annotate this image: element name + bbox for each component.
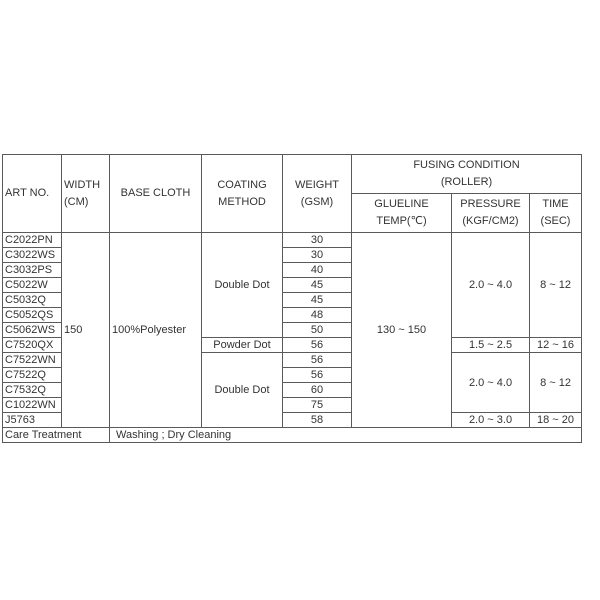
art-no-cell: C5032Q <box>3 293 62 308</box>
care-treatment-value: Washing ; Dry Cleaning <box>110 428 582 443</box>
weight-cell: 30 <box>283 248 352 263</box>
pressure-cell: 1.5 ~ 2.5 <box>452 338 530 353</box>
weight-cell: 40 <box>283 263 352 278</box>
header-width <box>62 155 110 233</box>
header-pressure-line1: PRESSURE <box>460 198 521 210</box>
header-pressure-line2: (KGF/CM2) <box>462 215 519 227</box>
weight-cell: 56 <box>283 353 352 368</box>
time-cell: 8 ~ 12 <box>530 353 582 413</box>
art-no-cell: C5062WS <box>3 323 62 338</box>
art-no-cell: C5052QS <box>3 308 62 323</box>
header-width-line1: WIDTH <box>64 178 101 191</box>
weight-cell: 75 <box>283 398 352 413</box>
art-no-cell: C1022WN <box>3 398 62 413</box>
header-art-no: ART NO. <box>3 155 62 233</box>
art-no-cell: C5022W <box>3 278 62 293</box>
art-no-cell: J5763 <box>3 413 62 428</box>
coating-method-cell: Powder Dot <box>202 338 283 353</box>
header-glueline-temp <box>352 194 452 233</box>
art-no-cell: C7520QX <box>3 338 62 353</box>
pressure-cell: 2.0 ~ 3.0 <box>452 413 530 428</box>
time-cell: 8 ~ 12 <box>530 233 582 338</box>
weight-cell: 45 <box>283 278 352 293</box>
header-time-line2: (SEC) <box>540 215 571 227</box>
coating-method-cell: Double Dot <box>202 233 283 338</box>
header-weight <box>283 155 352 233</box>
table-row <box>3 233 582 248</box>
header-width-line2: (CM) <box>64 195 89 208</box>
header-coating-method <box>202 155 283 233</box>
header-glueline-line2: TEMP(℃) <box>376 215 427 227</box>
art-no-cell: C2022PN <box>3 233 62 248</box>
pressure-cell: 2.0 ~ 4.0 <box>452 353 530 413</box>
art-no-cell: C7522Q <box>3 368 62 383</box>
spec-table <box>2 154 582 443</box>
art-no-cell: C7532Q <box>3 383 62 398</box>
art-no-cell: C3022WS <box>3 248 62 263</box>
weight-cell: 60 <box>283 383 352 398</box>
care-row <box>3 428 582 443</box>
width-cell: 150 <box>62 233 110 428</box>
header-glueline-line1: GLUELINE <box>374 198 429 210</box>
weight-cell: 30 <box>283 233 352 248</box>
header-pressure <box>452 194 530 233</box>
weight-cell: 50 <box>283 323 352 338</box>
header-weight-line1: WEIGHT <box>295 178 339 191</box>
weight-cell: 48 <box>283 308 352 323</box>
art-no-cell: C7522WN <box>3 353 62 368</box>
header-coating-line1: COATING <box>217 178 267 191</box>
header-time-line1: TIME <box>542 198 569 210</box>
weight-cell: 58 <box>283 413 352 428</box>
base-cloth-cell: 100%Polyester <box>110 233 202 428</box>
header-weight-line2: (GSM) <box>300 195 334 208</box>
header-fusing-line2: (ROLLER) <box>440 176 493 188</box>
art-no-cell: C3032PS <box>3 263 62 278</box>
weight-cell: 45 <box>283 293 352 308</box>
coating-method-cell: Double Dot <box>202 353 283 428</box>
header-base-cloth: BASE CLOTH <box>110 155 202 233</box>
header-row-1 <box>3 155 582 194</box>
header-fusing-line1: FUSING CONDITION <box>413 159 520 171</box>
glueline-temp-cell: 130 ~ 150 <box>352 233 452 428</box>
header-fusing-condition <box>352 155 582 194</box>
header-coating-line2: METHOD <box>218 195 266 208</box>
care-treatment-label: Care Treatment <box>3 428 110 443</box>
weight-cell: 56 <box>283 338 352 353</box>
time-cell: 18 ~ 20 <box>530 413 582 428</box>
time-cell: 12 ~ 16 <box>530 338 582 353</box>
weight-cell: 56 <box>283 368 352 383</box>
header-time <box>530 194 582 233</box>
pressure-cell: 2.0 ~ 4.0 <box>452 233 530 338</box>
